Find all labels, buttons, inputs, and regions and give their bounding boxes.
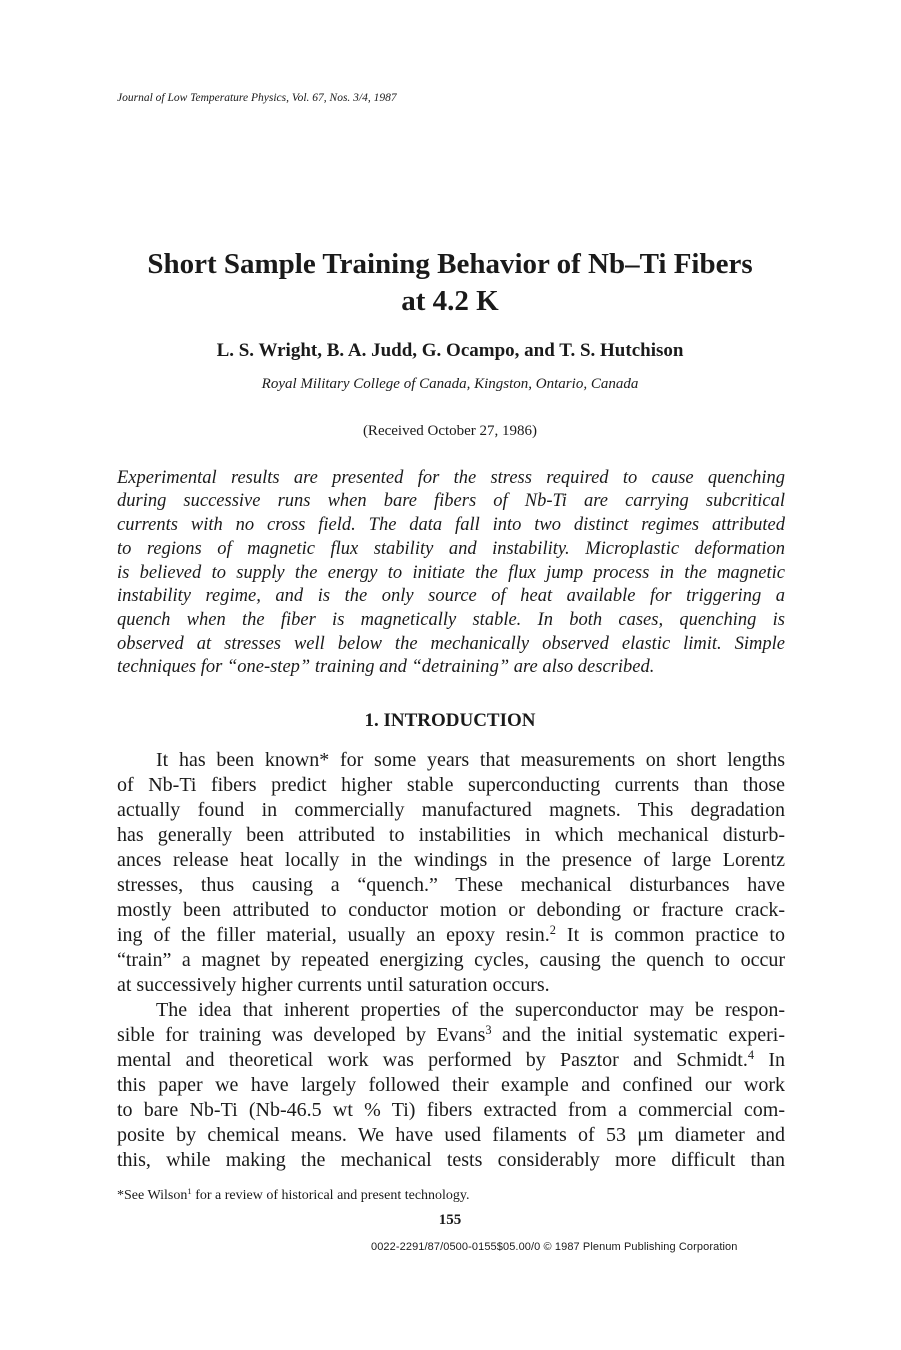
body-line: has generally been attributed to instabilities in which mechanical disturb- — [117, 824, 785, 846]
body-text: sible for training was developed by Evans — [117, 1024, 486, 1046]
abstract-line: observed at stresses well below the mechanically observed elastic limit. Simple — [117, 634, 785, 654]
footnote — [117, 1188, 470, 1204]
abstract-line: quench when the fiber is magnetically stable. In both cases, quenching is — [117, 610, 785, 630]
abstract-line: to regions of magnetic flux stability and instability. Microplastic deformation — [117, 539, 785, 559]
body-line: actually found in commercially manufactured magnets. This degradation — [117, 799, 785, 821]
body-line — [117, 1048, 785, 1073]
abstract-line: is believed to supply the energy to initiate the flux jump process in the magnetic — [117, 563, 785, 583]
received-date: (Received October 27, 1986) — [362, 423, 538, 439]
body-line: “train” a magnet by repeated energizing cycles, causing the quench to occur — [117, 949, 785, 971]
footnote-text: *See Wilson — [117, 1188, 188, 1203]
body-line: ances release heat locally in the windings in the presence of large Lorentz — [117, 849, 785, 871]
citation-ref: 4 — [747, 1048, 755, 1063]
body-text: ing of the filler material, usually an epoxy resin. — [117, 924, 550, 946]
abstract-line: during successive runs when bare fibers of Nb-Ti are carrying subcritical — [117, 491, 785, 511]
journal-citation: Journal of Low Temperature Physics, Vol. 67, Nos. 3/4, 1987 — [117, 92, 397, 104]
body-line: It has been known* for some years that measurements on short lengths — [156, 749, 785, 771]
section-heading-introduction: 1. INTRODUCTION — [364, 710, 536, 731]
citation-ref: 3 — [485, 1023, 492, 1038]
abstract-line: instability regime, and is the only source of heat available for triggering a — [117, 586, 785, 606]
paper-title-line-2: at 4.2 K — [401, 285, 499, 317]
author-list: L. S. Wright, B. A. Judd, G. Ocampo, and T. S. Hutchison — [216, 340, 684, 361]
body-line: posite by chemical means. We have used filaments of 53 μm diameter and — [117, 1124, 785, 1146]
body-line — [117, 1023, 785, 1048]
body-line: this, while making the mechanical tests considerably more difficult than — [117, 1149, 785, 1171]
abstract-line: techniques for “one-step” training and “detraining” are also described. — [117, 657, 655, 677]
body-line: of Nb-Ti fibers predict higher stable superconducting currents than those — [117, 774, 785, 796]
body-line: mostly been attributed to conductor motion or debonding or fracture crack- — [117, 899, 785, 921]
page-number: 155 — [438, 1212, 462, 1228]
body-text: It is common practice to — [556, 924, 785, 946]
citation-ref: 2 — [549, 923, 556, 938]
body-line: stresses, thus causing a “quench.” These mechanical disturbances have — [117, 874, 785, 896]
body-line: this paper we have largely followed their example and confined our work — [117, 1074, 785, 1096]
citation-ref: 1 — [187, 1186, 192, 1197]
body-line — [117, 923, 785, 948]
body-text: In — [754, 1049, 785, 1071]
body-line: at successively higher currents until saturation occurs. — [117, 974, 550, 996]
paper-title-line-1: Short Sample Training Behavior of Nb–Ti Fibers — [147, 248, 753, 280]
copyright-line: 0022-2291/87/0500-0155$05.00/0 © 1987 Plenum Publishing Corporation — [371, 1241, 738, 1253]
affiliation: Royal Military College of Canada, Kingston, Ontario, Canada — [261, 376, 639, 392]
body-line: The idea that inherent properties of the superconductor may be respon- — [156, 999, 785, 1021]
footnote-text: for a review of historical and present technology. — [191, 1188, 470, 1203]
body-line: to bare Nb-Ti (Nb-46.5 wt % Ti) fibers extracted from a commercial com- — [117, 1099, 785, 1121]
abstract-line: Experimental results are presented for the stress required to cause quenching — [117, 468, 785, 488]
abstract-line: currents with no cross field. The data fall into two distinct regimes attributed — [117, 515, 785, 535]
body-text: and the initial systematic experi- — [491, 1024, 785, 1046]
body-text: mental and theoretical work was performed by Pasztor and Schmidt. — [117, 1049, 748, 1071]
